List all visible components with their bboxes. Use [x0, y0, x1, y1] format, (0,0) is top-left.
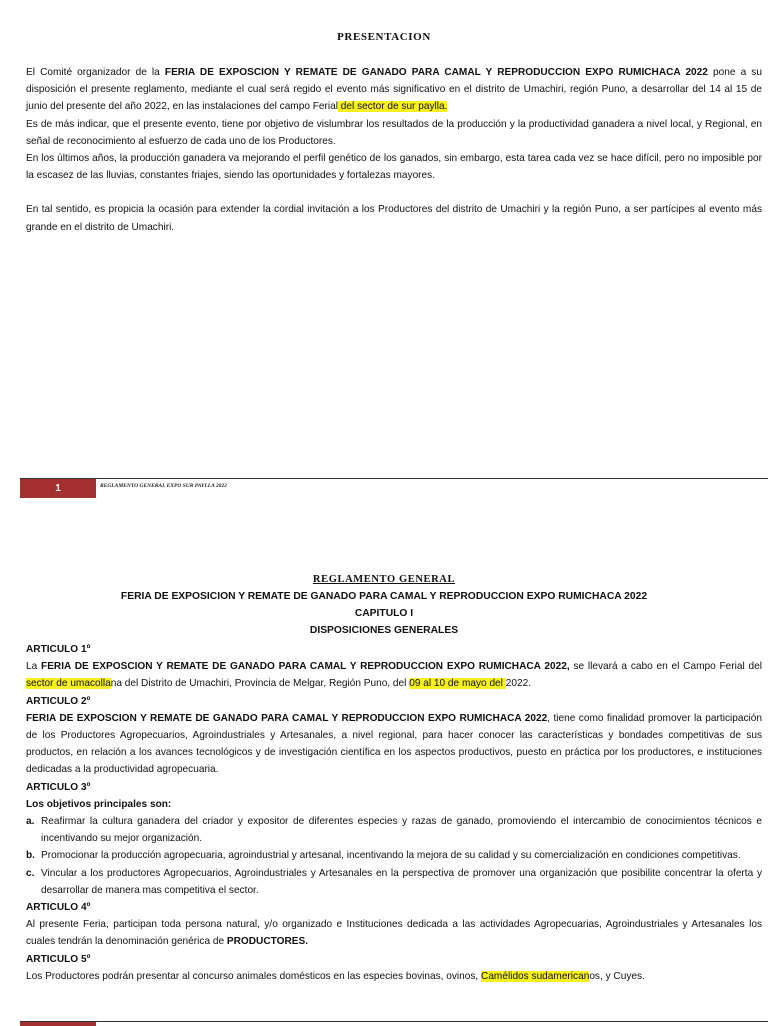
list-marker: c. [26, 867, 35, 879]
text-run: El Comité organizador de la [26, 67, 165, 78]
regulation-body [26, 641, 762, 985]
footer-label: REGLAMENTO GENERAL EXPO SUR PAYLLA 2022 [100, 483, 227, 489]
article-4-text [26, 916, 762, 950]
article-2-heading: ARTICULO 2º [26, 695, 91, 707]
regulation-title: REGLAMENTO GENERAL [312, 574, 456, 585]
presentation-paragraph-1 [26, 64, 762, 116]
list-text: Vincular a los productores Agropecuarios, Agroindustriales y Artesanales en la perspectiva de promover una organización que posibilite concentrar la oferta y desarrollar de manera mas competitiva el sector. [41, 867, 762, 896]
page-footer [20, 478, 768, 499]
page-number: 1 [20, 479, 96, 498]
objectives-intro: Los objetivos principales son: [26, 798, 172, 810]
fair-name: FERIA DE EXPOSCION Y REMATE DE GANADO PARA CAMAL Y REPRODUCCION EXPO RUMICHACA 2022 [164, 67, 708, 78]
article-5-text [26, 968, 762, 985]
text-run: La [26, 661, 42, 673]
text-run: 2022. [505, 678, 531, 690]
presentation-paragraph-4: En tal sentido, es propicia la ocasión para extender la cordial invitación a los Productores del distrito de Umachiri y la región Puno, a ser partícipes al evento más grande en el distrito de Umachiri. [26, 204, 762, 233]
text-run: os, y Cuyes. [589, 970, 645, 982]
article-2-text [26, 710, 762, 779]
highlighted-date: 09 al 10 de mayo del [409, 678, 506, 690]
productores-term: PRODUCTORES. [226, 936, 309, 948]
article-4-heading: ARTICULO 4º [26, 902, 91, 914]
highlighted-text: sector de umacolla [26, 678, 111, 690]
presentation-paragraph-2: Es de más indicar, que el presente evento, tiene por objetivo de vislumbrar los resultados de la producción y la productividad ganadera a nivel local, y Regional, en señal de reconocimiento al esfuerzo de cada uno de los Productores. [26, 118, 762, 147]
article-5-heading: ARTICULO 5º [26, 953, 91, 965]
page-1 [0, 0, 768, 505]
list-item [26, 813, 762, 847]
text-run: Al presente Feria, participan toda persona natural, y/o organizado e Instituciones dedicada a las actividades Agropecuarias, Agroindustriales y Artesanales los cuales tendrán la denominación genérica de [26, 919, 762, 948]
text-run: pone a su disposición el presente reglamento, mediante el cual será regido el evento más significativo en el distrito de Umachiri, región Puno, a desarrollar del 14 al 15 de junio del presente del año 2022, en las instalaciones del campo Ferial [26, 67, 762, 113]
regulation-subtitle: FERIA DE EXPOSICION Y REMATE DE GANADO PARA CAMAL Y REPRODUCCION EXPO RUMICHACA 2022 [120, 591, 648, 602]
article-3-heading: ARTICULO 3º [26, 781, 91, 793]
chapter-heading: CAPITULO I [354, 608, 414, 619]
page-2 [0, 505, 768, 1024]
list-text: Promocionar la producción agropecuaria, agroindustrial y artesanal, incentivando la mejora de su calidad y su comercialización en condiciones competitivas. [41, 850, 741, 862]
presentation-title: PRESENTACION [337, 31, 431, 43]
list-marker: b. [26, 850, 35, 862]
fair-name: FERIA DE EXPOSCION Y REMATE DE GANADO PARA CAMAL Y REPRODUCCION EXPO RUMICHACA 2022 [26, 712, 548, 724]
text-run: se llevará a cabo en el Campo Ferial del [569, 661, 763, 673]
article-1-heading: ARTICULO 1º [26, 644, 91, 655]
text-run: Los Productores podrán presentar al concurso animales domésticos en las especies bovinas, ovinos, [26, 970, 482, 982]
page-2-footer-box [20, 1022, 96, 1026]
spacer [26, 184, 762, 201]
list-text: Reafirmar la cultura ganadera del criador y expositor de diferentes especies y razas de ganado, promoviendo el intercambio de conocimientos técnicos e incentivando su mejor organización. [41, 816, 762, 845]
page-2-footer-rule [20, 1021, 768, 1022]
chapter-title: DISPOSICIONES GENERALES [309, 625, 459, 636]
list-item [26, 865, 762, 899]
highlighted-text: del sector de sur paylla. [338, 101, 448, 113]
list-marker: a. [26, 816, 35, 828]
presentation-body [26, 64, 762, 236]
text-run: na del Distrito de Umachiri, Provincia de Melgar, Región Puno, del [110, 678, 410, 690]
article-1-text [26, 658, 762, 692]
text-run: , tiene como finalidad promover la participación de los Productores Agropecuarios, Agroindustriales y Artesanales, a nivel regional, para hacer conocer las características y bondades competitivas de sus productos, en relación a los avances tecnológicos y de investigación científica en los aspectos productivos, puesto en práctica por los productores, e instituciones dedicadas a la productividad agropecuaria. [26, 712, 762, 776]
presentation-paragraph-3: En los últimos años, la producción ganadera va mejorando el perfil genético de los ganados, sin embargo, esta tarea cada vez se hace difícil, pero no imposible por la escasez de las lluvias, constantes friajes, siendo las oportunidades y fortalezas mayores. [26, 153, 762, 182]
fair-name: FERIA DE EXPOSCION Y REMATE DE GANADO PARA CAMAL Y REPRODUCCION EXPO RUMICHACA 2022, [41, 661, 570, 673]
highlighted-text: Camélidos sudamerican [481, 970, 590, 982]
list-item [26, 847, 762, 864]
